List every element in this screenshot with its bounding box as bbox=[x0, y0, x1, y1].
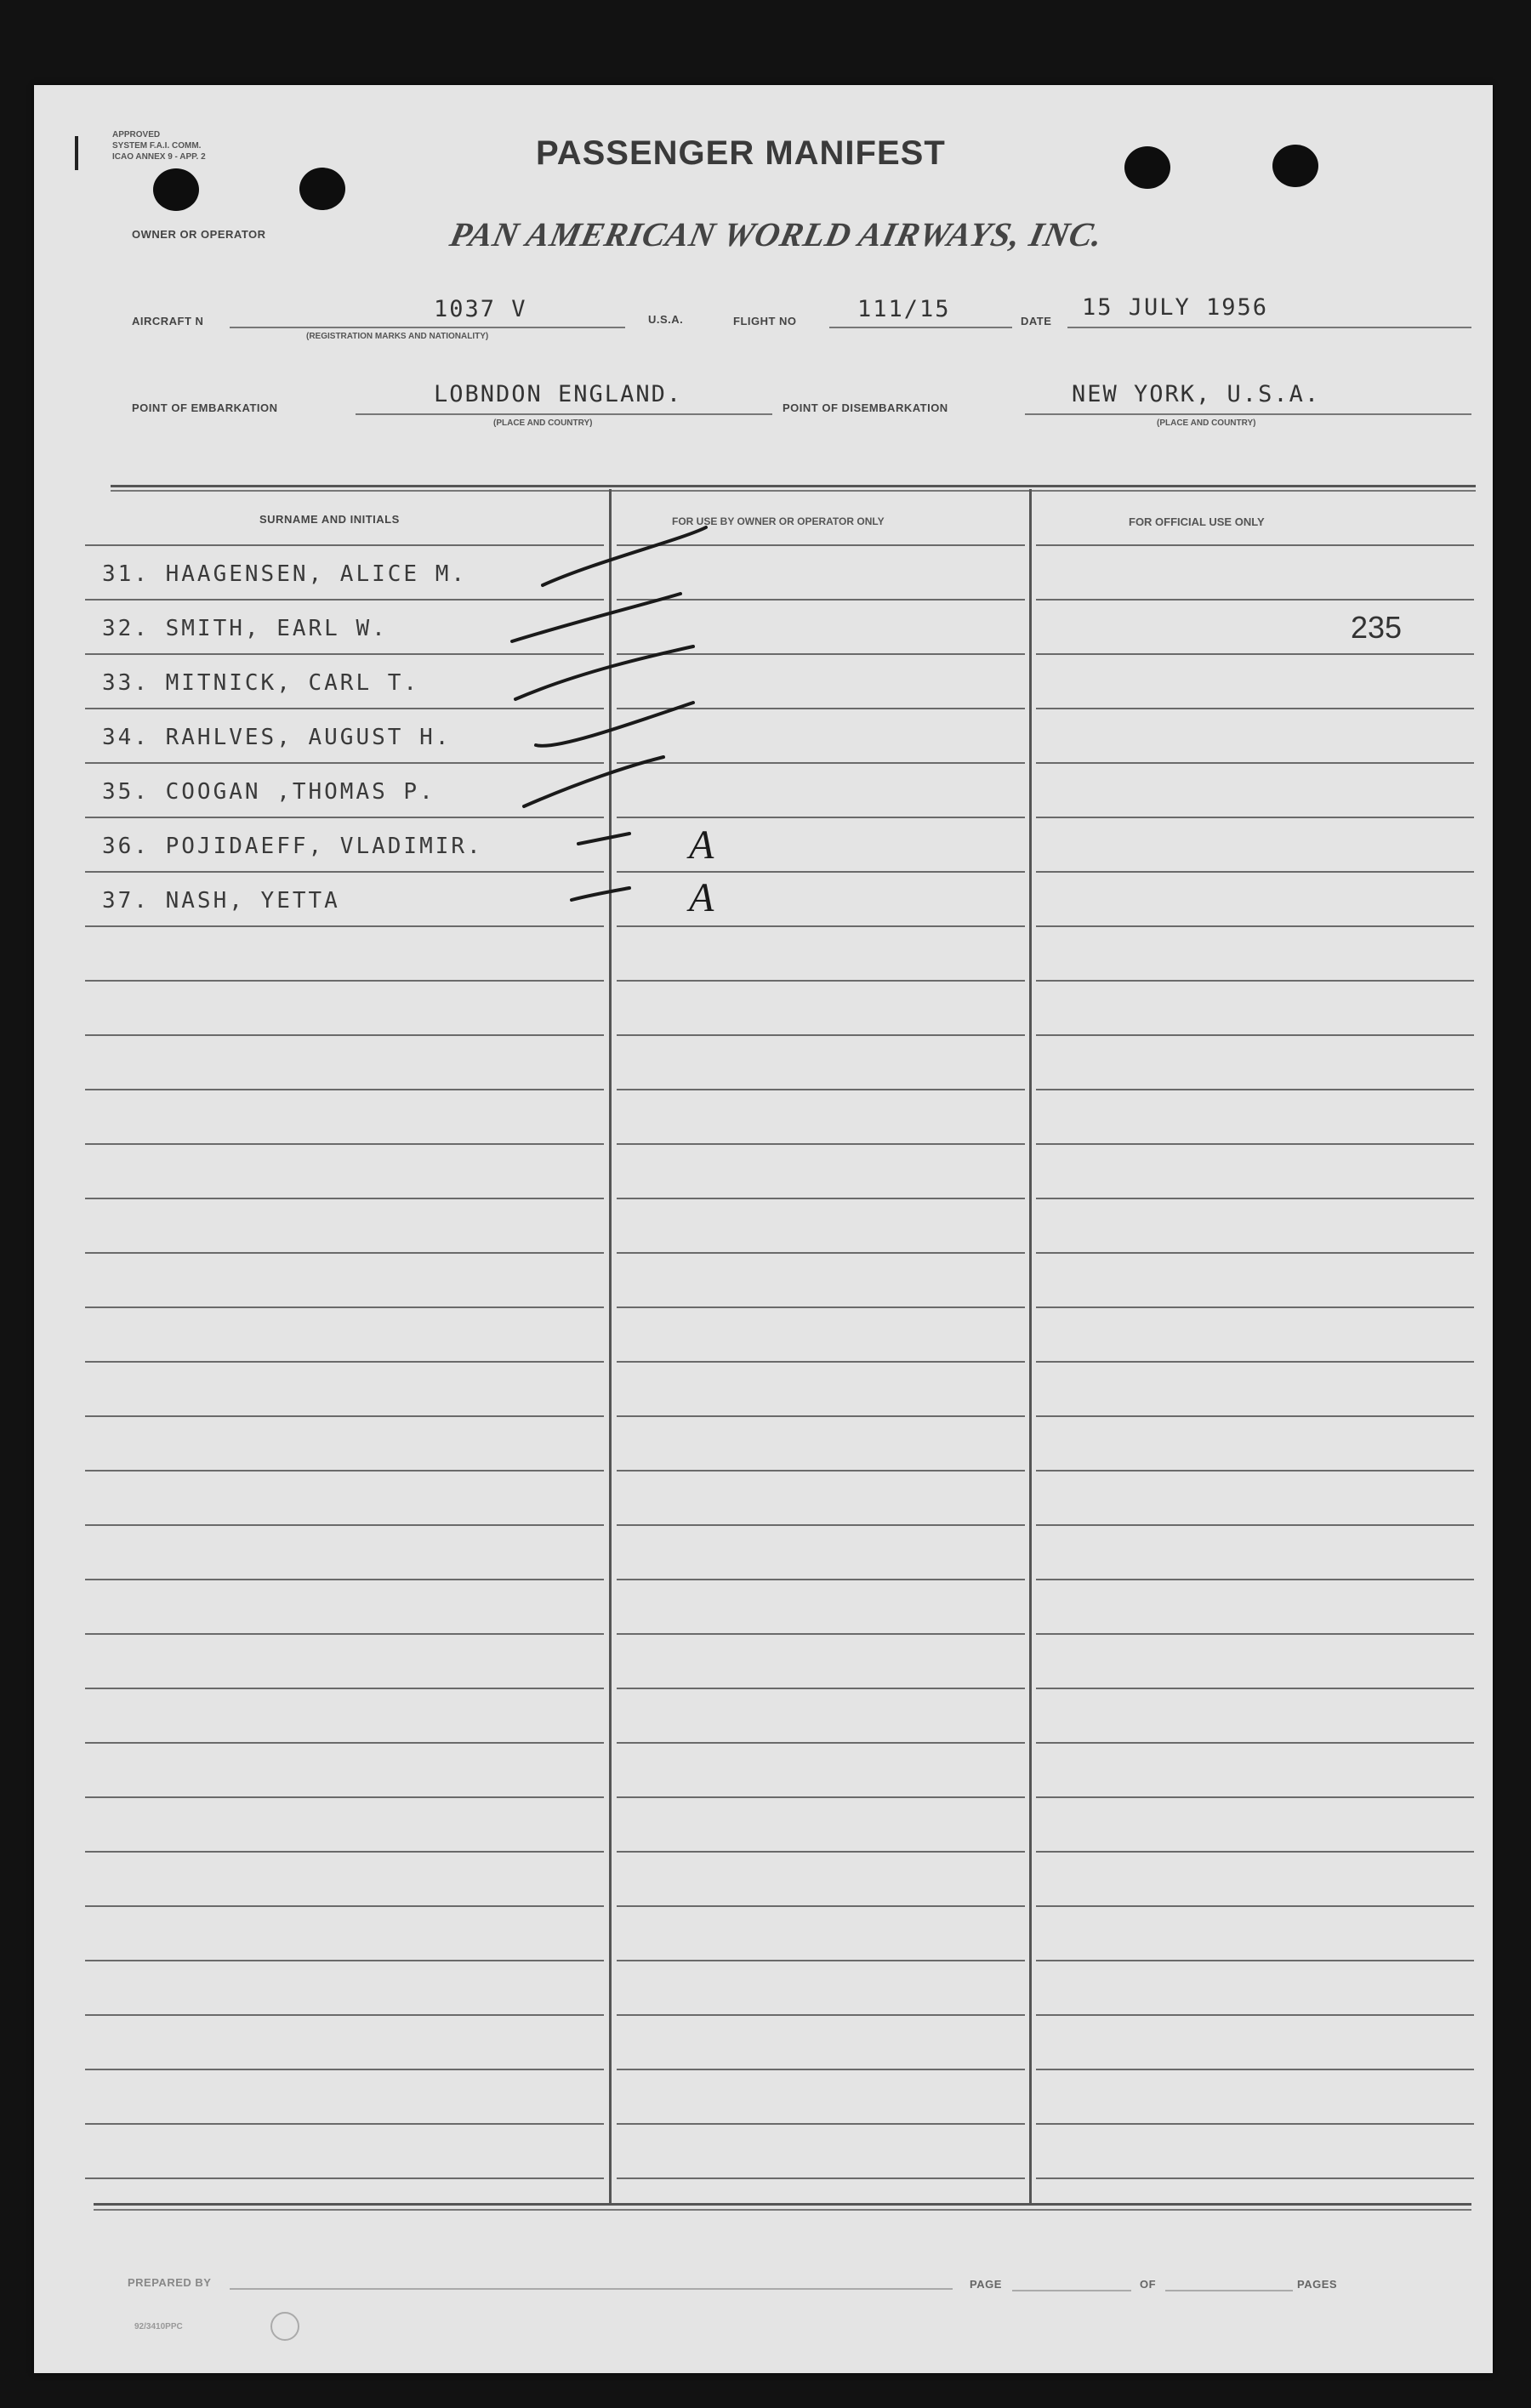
row-rule bbox=[617, 2069, 1025, 2070]
row-rule bbox=[617, 1960, 1025, 1961]
row-number: 32. bbox=[102, 616, 150, 641]
disembark-label: POINT OF DISEMBARKATION bbox=[783, 401, 948, 414]
row-rule bbox=[1036, 2069, 1474, 2070]
embark-label: POINT OF EMBARKATION bbox=[132, 401, 278, 414]
check-mark bbox=[512, 594, 680, 641]
row-rule bbox=[85, 1905, 604, 1907]
passenger-name: NASH, YETTA bbox=[165, 888, 340, 914]
row-rule bbox=[85, 1470, 604, 1472]
row-rule bbox=[85, 1851, 604, 1853]
row-rule bbox=[617, 1796, 1025, 1798]
approval-line: APPROVED bbox=[112, 130, 161, 139]
row-rule bbox=[85, 2177, 604, 2179]
row-rule bbox=[1036, 1960, 1474, 1961]
row-rule bbox=[1036, 1306, 1474, 1308]
row-rule bbox=[617, 1252, 1025, 1254]
row-rule bbox=[1036, 1633, 1474, 1635]
passenger-name: RAHLVES, AUGUST H. bbox=[165, 725, 452, 750]
row-rule bbox=[85, 1306, 604, 1308]
union-bug-icon bbox=[270, 2312, 299, 2341]
table-bottom-rule-2 bbox=[94, 2209, 1471, 2211]
approval-line: ICAO ANNEX 9 - APP. 2 bbox=[112, 152, 206, 162]
row-rule bbox=[85, 2123, 604, 2125]
row-rule bbox=[85, 2069, 604, 2070]
row-rule bbox=[1036, 1851, 1474, 1853]
aircraft-label: AIRCRAFT N bbox=[132, 315, 204, 327]
of-label: OF bbox=[1140, 2278, 1157, 2291]
dash-mark bbox=[572, 888, 629, 900]
row-rule bbox=[1036, 1198, 1474, 1199]
row-rule bbox=[85, 1796, 604, 1798]
row-rule bbox=[1036, 1524, 1474, 1526]
date-value: 15 JULY 1956 bbox=[1082, 294, 1269, 321]
row-rule bbox=[617, 1306, 1025, 1308]
col-header-surname: SURNAME AND INITIALS bbox=[259, 513, 400, 526]
row-rule bbox=[1036, 1579, 1474, 1580]
row-rule bbox=[617, 1579, 1025, 1580]
flight-value: 111/15 bbox=[857, 296, 951, 322]
row-number: 35. bbox=[102, 779, 150, 805]
check-mark bbox=[524, 757, 663, 806]
row-rule bbox=[617, 1742, 1025, 1744]
row-rule bbox=[617, 1034, 1025, 1036]
registration-note: (REGISTRATION MARKS AND NATIONALITY) bbox=[306, 332, 489, 341]
row-rule bbox=[1036, 1742, 1474, 1744]
row-number: 34. bbox=[102, 725, 150, 750]
row-rule bbox=[85, 1579, 604, 1580]
row-rule bbox=[1036, 1143, 1474, 1145]
of-underline bbox=[1165, 2290, 1293, 2291]
row-rule bbox=[617, 1633, 1025, 1635]
passenger-name: HAAGENSEN, ALICE M. bbox=[165, 561, 468, 587]
row-rule bbox=[85, 1742, 604, 1744]
page-title: PASSENGER MANIFEST bbox=[536, 134, 946, 172]
row-rule bbox=[617, 1851, 1025, 1853]
prepared-underline bbox=[230, 2288, 953, 2290]
passenger-name: COOGAN ,THOMAS P. bbox=[165, 779, 435, 805]
passenger-name: POJIDAEFF, VLADIMIR. bbox=[165, 834, 483, 859]
row-rule bbox=[617, 1470, 1025, 1472]
row-rule bbox=[85, 2014, 604, 2016]
table-bottom-rule bbox=[94, 2203, 1471, 2206]
row-rule bbox=[1036, 2177, 1474, 2179]
prepared-label: PREPARED BY bbox=[128, 2276, 212, 2289]
row-rule bbox=[1036, 1415, 1474, 1417]
row-rule bbox=[1036, 1905, 1474, 1907]
handwritten-checks bbox=[34, 85, 1493, 1021]
row-rule bbox=[617, 1143, 1025, 1145]
owner-label: OWNER OR OPERATOR bbox=[132, 228, 266, 241]
row-rule bbox=[1036, 2014, 1474, 2016]
row-rule bbox=[85, 1034, 604, 1036]
row-rule bbox=[617, 2014, 1025, 2016]
page-underline bbox=[1012, 2290, 1131, 2291]
place-note: (PLACE AND COUNTRY) bbox=[1157, 418, 1256, 428]
row-rule bbox=[1036, 2123, 1474, 2125]
handwritten-mark: A bbox=[689, 875, 714, 920]
row-rule bbox=[85, 1415, 604, 1417]
row-rule bbox=[85, 1252, 604, 1254]
form-code: 92/3410PPC bbox=[134, 2322, 183, 2331]
row-rule bbox=[617, 1089, 1025, 1090]
row-number: 31. bbox=[102, 561, 150, 587]
row-rule bbox=[85, 1361, 604, 1363]
row-rule bbox=[1036, 1688, 1474, 1689]
check-mark bbox=[536, 703, 693, 746]
row-rule bbox=[85, 1089, 604, 1090]
row-rule bbox=[1036, 1361, 1474, 1363]
aircraft-value: 1037 V bbox=[434, 296, 527, 322]
row-rule bbox=[85, 1143, 604, 1145]
manifest-sheet bbox=[34, 85, 1493, 2373]
row-rule bbox=[1036, 1470, 1474, 1472]
aircraft-nation: U.S.A. bbox=[648, 313, 684, 326]
row-rule bbox=[617, 1688, 1025, 1689]
row-rule bbox=[85, 1633, 604, 1635]
row-number: 33. bbox=[102, 670, 150, 696]
embark-value: LOBNDON ENGLAND. bbox=[434, 381, 683, 407]
row-rule bbox=[617, 1415, 1025, 1417]
row-number: 36. bbox=[102, 834, 150, 859]
place-note: (PLACE AND COUNTRY) bbox=[493, 418, 593, 428]
row-rule bbox=[1036, 1252, 1474, 1254]
row-rule bbox=[1036, 1089, 1474, 1090]
dash-mark bbox=[578, 834, 629, 844]
date-label: DATE bbox=[1021, 315, 1052, 327]
check-mark bbox=[543, 527, 706, 585]
row-rule bbox=[617, 2177, 1025, 2179]
official-note: 235 bbox=[1351, 610, 1403, 645]
page-label: PAGE bbox=[970, 2278, 1002, 2291]
col-header-operator: FOR USE BY OWNER OR OPERATOR ONLY bbox=[672, 515, 885, 527]
row-rule bbox=[1036, 1796, 1474, 1798]
row-rule bbox=[617, 1361, 1025, 1363]
pages-label: PAGES bbox=[1297, 2278, 1338, 2291]
passenger-name: SMITH, EARL W. bbox=[165, 616, 388, 641]
col-header-official: FOR OFFICIAL USE ONLY bbox=[1129, 515, 1265, 528]
handwritten-mark: A bbox=[689, 823, 714, 868]
flight-label: FLIGHT NO bbox=[733, 315, 797, 327]
passenger-name: MITNICK, CARL T. bbox=[165, 670, 420, 696]
row-rule bbox=[1036, 1034, 1474, 1036]
row-number: 37. bbox=[102, 888, 150, 914]
row-rule bbox=[85, 1198, 604, 1199]
row-rule bbox=[85, 1524, 604, 1526]
row-rule bbox=[85, 1688, 604, 1689]
row-rule bbox=[617, 1905, 1025, 1907]
owner-value: PAN AMERICAN WORLD AIRWAYS, INC. bbox=[447, 215, 1107, 253]
disembark-value: NEW YORK, U.S.A. bbox=[1072, 381, 1321, 407]
row-rule bbox=[617, 2123, 1025, 2125]
row-rule bbox=[85, 1960, 604, 1961]
approval-line: SYSTEM F.A.I. COMM. bbox=[112, 141, 202, 151]
row-rule bbox=[617, 1524, 1025, 1526]
row-rule bbox=[617, 1198, 1025, 1199]
check-mark bbox=[515, 646, 693, 699]
